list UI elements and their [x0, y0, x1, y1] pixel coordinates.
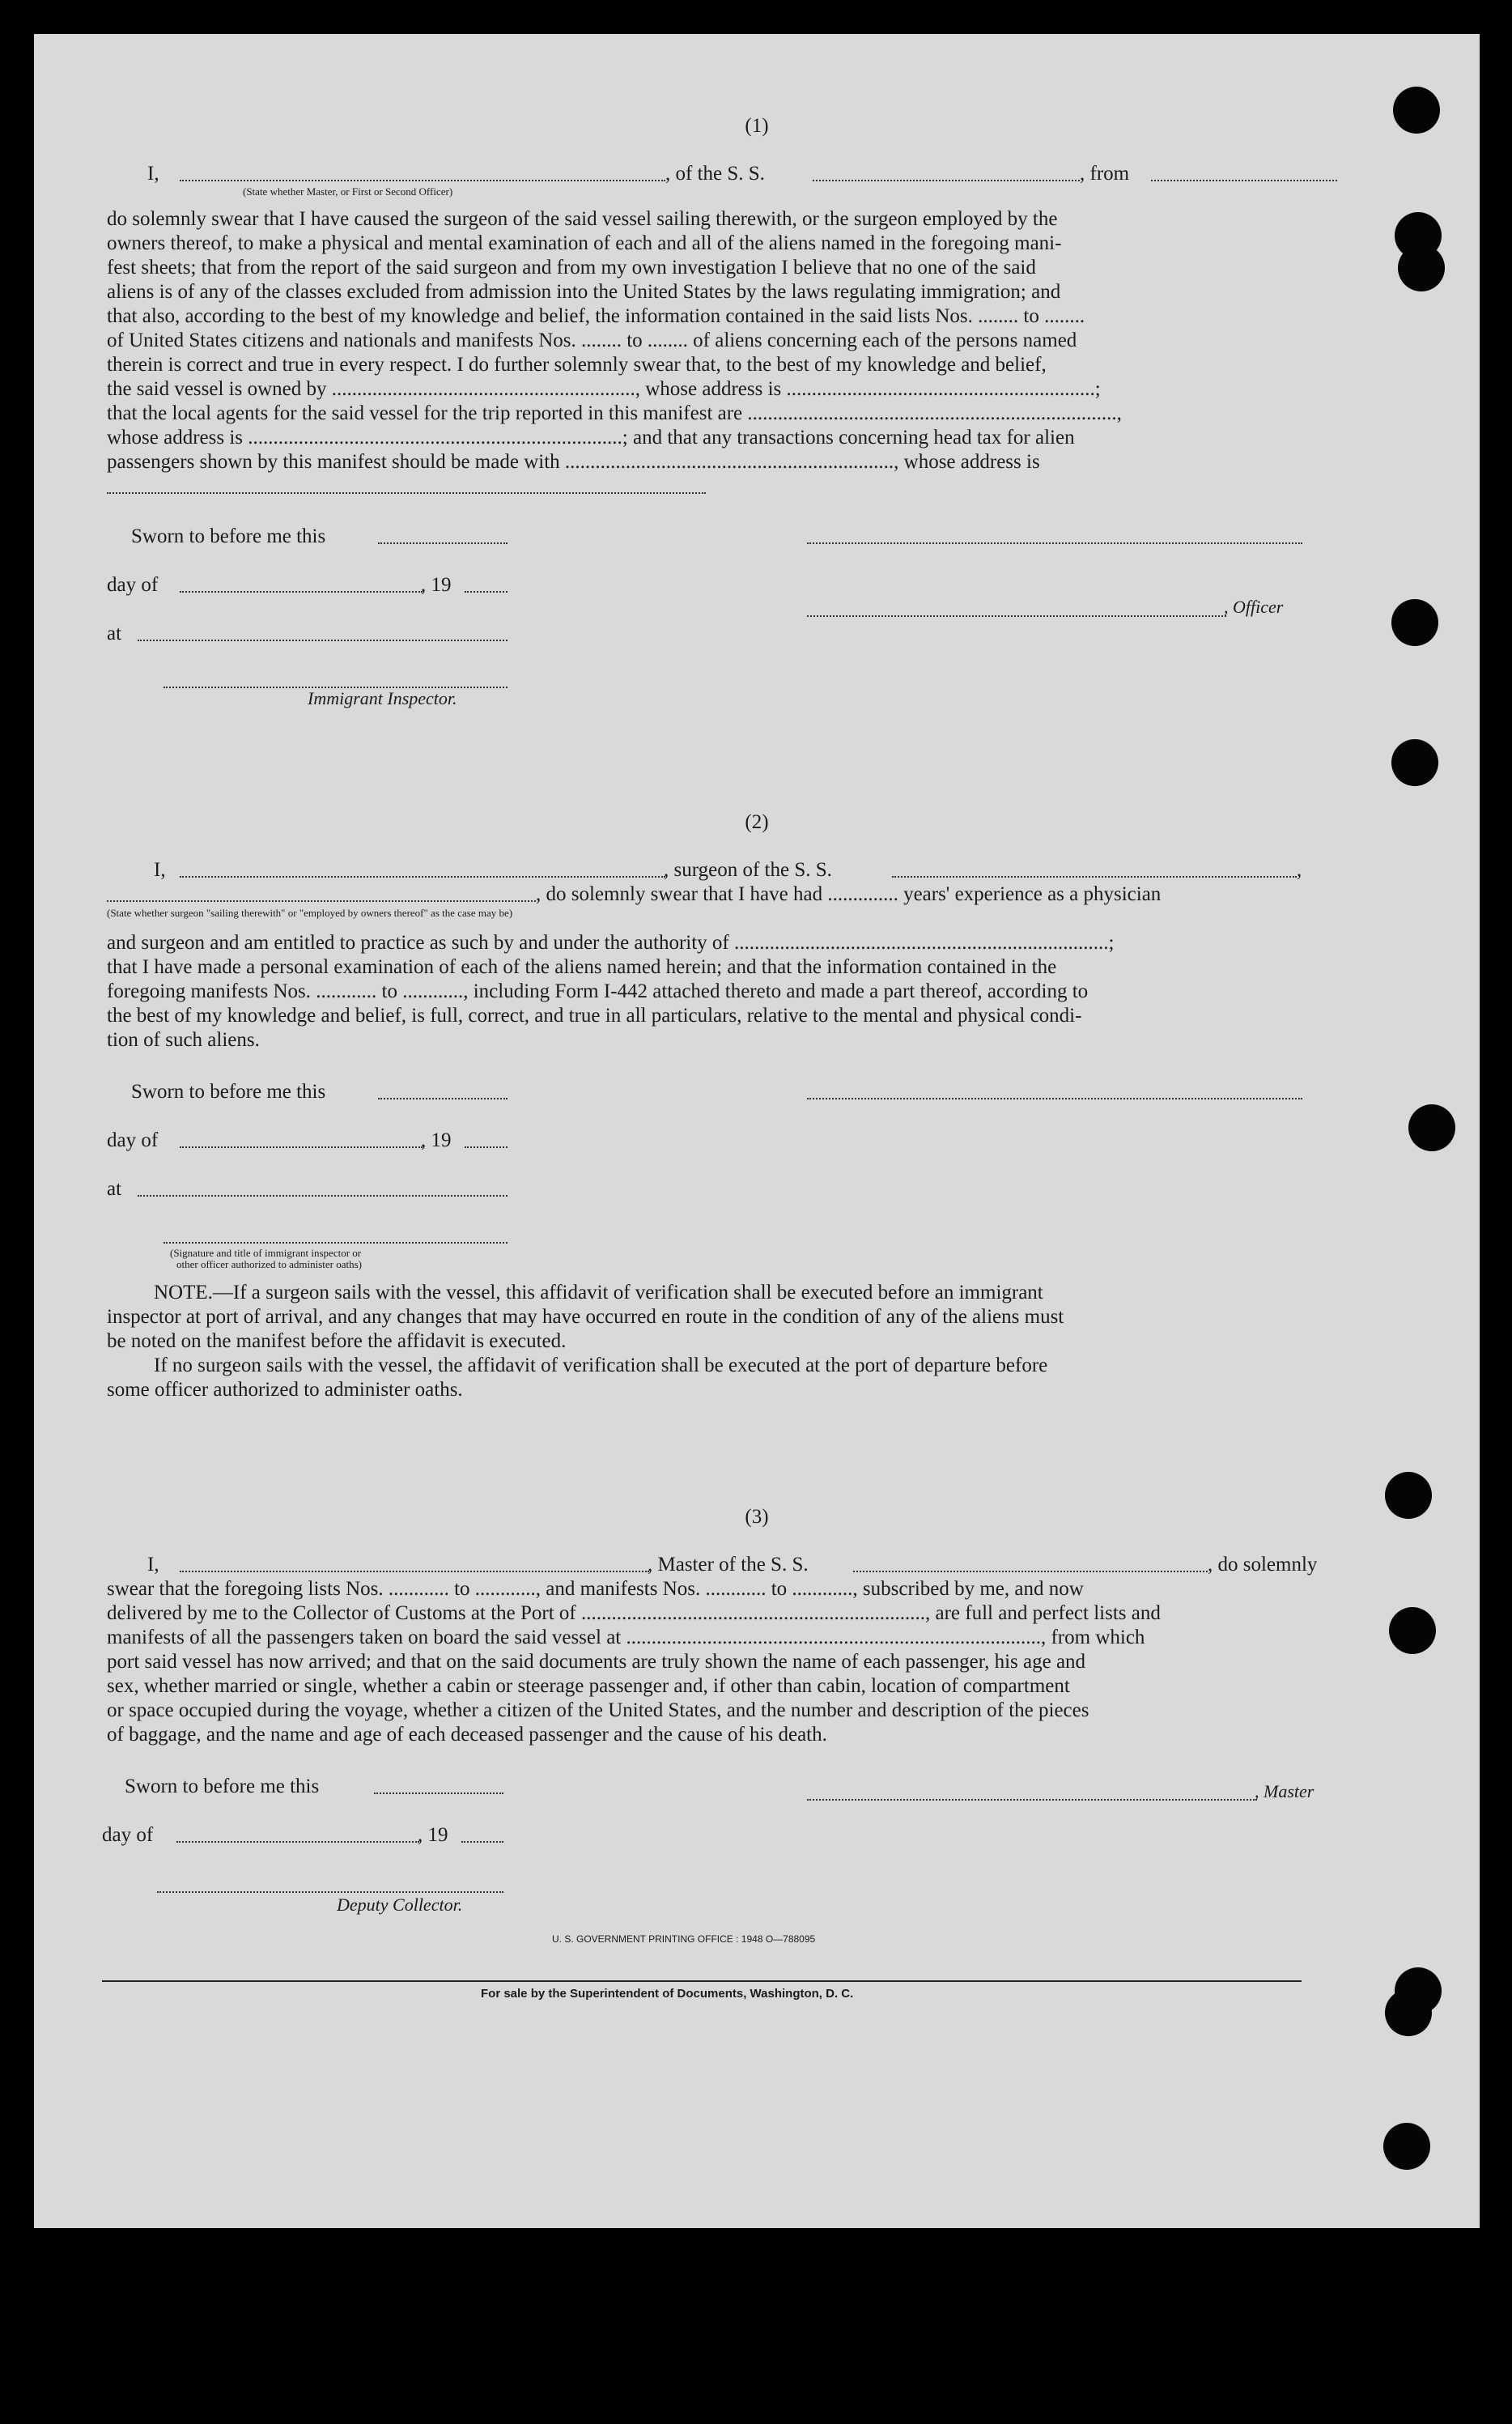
- punch-hole: [1385, 1472, 1432, 1519]
- s3-line1-solemnly: , do solemnly: [1208, 1554, 1318, 1576]
- s1-inspector-label: Immigrant Inspector.: [308, 688, 457, 708]
- s3-body-4: port said vessel has now arrived; and that on the said documents are truly shown the name of each passenger, his age and: [107, 1651, 1086, 1673]
- s2-status-field[interactable]: [107, 900, 536, 902]
- s3-line1-vessel-label: , Master of the S. S.: [648, 1554, 809, 1576]
- s1-body-6: of United States citizens and nationals and manifests Nos. ........ to ........ of aliens concerning each of the persons named: [107, 330, 1077, 351]
- punch-hole: [1398, 245, 1445, 291]
- s3-year-field[interactable]: [461, 1841, 503, 1843]
- s1-officer-signature-field[interactable]: [807, 542, 1302, 544]
- s1-caption: (State whether Master, or First or Second Officer): [243, 185, 453, 198]
- s2-line1-vessel-label: , surgeon of the S. S.: [664, 859, 832, 881]
- s2-day-field[interactable]: [180, 1146, 423, 1148]
- s2-line1-comma: ,: [1297, 859, 1302, 881]
- s2-body-4: the best of my knowledge and belief, is full, correct, and true in all particulars, relative to the mental and physical condi-: [107, 1005, 1082, 1027]
- s2-surgeon-signature-field[interactable]: [807, 1098, 1302, 1099]
- s2-body-1: and surgeon and am entitled to practice as such by and under the authority of ..........................................................................;: [107, 932, 1115, 954]
- s1-day-label: day of: [107, 574, 159, 596]
- s2-line1-i: I,: [154, 859, 166, 881]
- printing-office-note: U. S. GOVERNMENT PRINTING OFFICE : 1948 O—788095: [552, 1933, 816, 1945]
- s2-year-label: , 19: [421, 1129, 452, 1151]
- s1-day-field[interactable]: [180, 591, 423, 593]
- s2-day-label: day of: [107, 1129, 159, 1151]
- s2-year-field[interactable]: [465, 1146, 508, 1148]
- section-2-number: (2): [745, 811, 769, 833]
- s2-body-2: that I have made a personal examination of each of the aliens named herein; and that the information contained in the: [107, 956, 1057, 978]
- s2-sig-caption-1: (Signature and title of immigrant inspector or: [170, 1247, 362, 1259]
- section-3-number: (3): [745, 1506, 769, 1528]
- s1-body-10: whose address is ..........................................................................; and that any transactions concerning head tax for alien: [107, 427, 1075, 449]
- s3-collector-signature-field[interactable]: [157, 1891, 503, 1893]
- s2-note-2: inspector at port of arrival, and any changes that may have occurred en route in the condition of any of the aliens must: [107, 1306, 1064, 1328]
- punch-hole: [1385, 1989, 1432, 2036]
- punch-hole: [1391, 739, 1438, 786]
- s1-line1-vessel-label: , of the S. S.: [665, 163, 765, 185]
- s2-name-field[interactable]: [180, 876, 665, 878]
- s1-at-field[interactable]: [138, 640, 508, 641]
- s1-line1-from-label: , from: [1080, 163, 1130, 185]
- s1-name-field[interactable]: [180, 180, 665, 181]
- s3-master-label: , Master: [1255, 1781, 1315, 1801]
- punch-hole: [1408, 1104, 1455, 1151]
- s3-year-label: , 19: [418, 1824, 448, 1846]
- s3-body-1: swear that the foregoing lists Nos. ............ to ............, and manifests Nos. ............ to ............, subscribed by me, and now: [107, 1578, 1084, 1600]
- punch-hole: [1383, 2123, 1430, 2170]
- s1-line1-i: I,: [147, 163, 159, 185]
- s1-year-field[interactable]: [465, 591, 508, 593]
- s2-body-5: tion of such aliens.: [107, 1029, 260, 1051]
- s3-body-6: or space occupied during the voyage, whether a citizen of the United States, and the number and description of the pieces: [107, 1699, 1089, 1721]
- section-1-number: (1): [745, 115, 769, 137]
- punch-hole: [1391, 599, 1438, 646]
- s2-vessel-field[interactable]: [892, 876, 1297, 878]
- s1-year-label: , 19: [421, 574, 452, 596]
- sale-note: For sale by the Superintendent of Documents, Washington, D. C.: [481, 1987, 854, 2001]
- s1-body-4: aliens is of any of the classes excluded from admission into the United States by the laws regulating immigration; and: [107, 281, 1061, 303]
- s2-note-3: be noted on the manifest before the affidavit is executed.: [107, 1330, 567, 1352]
- s1-sworn-label: Sworn to before me this: [131, 525, 326, 547]
- s3-body-3: manifests of all the passengers taken on board the said vessel at .................................................................................., from which: [107, 1627, 1145, 1648]
- punch-hole: [1389, 1607, 1436, 1654]
- s1-address-field[interactable]: [107, 492, 706, 494]
- s2-note-4: If no surgeon sails with the vessel, the affidavit of verification shall be executed at the port of departure before: [154, 1354, 1048, 1376]
- s2-note-1: NOTE.—If a surgeon sails with the vessel, this affidavit of verification shall be executed before an immigrant: [154, 1282, 1043, 1303]
- s2-sig-caption-2: other officer authorized to administer oaths): [176, 1258, 362, 1270]
- s1-body-5: that also, according to the best of my knowledge and belief, the information contained in the said lists Nos. ........ to ........: [107, 305, 1085, 327]
- s2-sworn-field[interactable]: [378, 1098, 508, 1099]
- s1-sworn-field[interactable]: [378, 542, 508, 544]
- s1-body-3: fest sheets; that from the report of the said surgeon and from my own investigation I believe that no one of the said: [107, 257, 1036, 279]
- s3-day-label: day of: [102, 1824, 154, 1846]
- s3-name-field[interactable]: [180, 1571, 649, 1572]
- s3-sworn-label: Sworn to before me this: [125, 1775, 320, 1797]
- document-page: [34, 34, 1480, 2228]
- s1-body-9: that the local agents for the said vessel for the trip reported in this manifest are .........................................................................,: [107, 402, 1122, 424]
- s2-note-5: some officer authorized to administer oaths.: [107, 1379, 463, 1401]
- punch-hole: [1393, 87, 1440, 134]
- s1-at-label: at: [107, 623, 122, 644]
- s1-body-1: do solemnly swear that I have caused the surgeon of the said vessel sailing therewith, or the surgeon employed by the: [107, 208, 1058, 230]
- s1-body-7: therein is correct and true in every respect. I do further solemnly swear that, to the best of my knowledge and belief,: [107, 354, 1047, 376]
- s2-caption: (State whether surgeon "sailing therewith" or "employed by owners thereof" as the case may be): [107, 907, 513, 919]
- s2-at-label: at: [107, 1178, 122, 1200]
- s1-vessel-field[interactable]: [813, 180, 1080, 181]
- s3-day-field[interactable]: [176, 1841, 419, 1843]
- s2-sworn-label: Sworn to before me this: [131, 1081, 326, 1103]
- s1-officer-name-field[interactable]: [807, 615, 1226, 617]
- s2-line2: , do solemnly swear that I have had .............. years' experience as a physician: [536, 883, 1162, 905]
- s3-line1-i: I,: [147, 1554, 159, 1576]
- s3-body-5: sex, whether married or single, whether a cabin or steerage passenger and, if other than cabin, location of compartment: [107, 1675, 1070, 1697]
- s1-body-2: owners thereof, to make a physical and mental examination of each and all of the aliens named in the foregoing mani-: [107, 232, 1062, 254]
- s3-sworn-field[interactable]: [374, 1792, 503, 1794]
- footer-rule: [102, 1980, 1302, 1982]
- s3-collector-label: Deputy Collector.: [337, 1895, 463, 1915]
- s3-master-signature-field[interactable]: [807, 1799, 1257, 1801]
- s2-official-signature-field[interactable]: [164, 1242, 508, 1244]
- s3-body-2: delivered by me to the Collector of Customs at the Port of ...................................................................., are full and perfect lists and: [107, 1602, 1161, 1624]
- s2-body-3: foregoing manifests Nos. ............ to ............, including Form I-442 attached thereto and made a part thereof, according to: [107, 980, 1089, 1002]
- s1-body-8: the said vessel is owned by ............................................................, whose address is .............................................................;: [107, 378, 1101, 400]
- s3-vessel-field[interactable]: [853, 1571, 1208, 1572]
- s1-from-field[interactable]: [1151, 180, 1337, 181]
- s1-body-11: passengers shown by this manifest should be made with ................................................................., whose address is: [107, 451, 1040, 473]
- s1-officer-label: , Officer: [1224, 597, 1284, 617]
- s2-at-field[interactable]: [138, 1195, 508, 1197]
- s3-body-7: of baggage, and the name and age of each deceased passenger and the cause of his death.: [107, 1724, 827, 1746]
